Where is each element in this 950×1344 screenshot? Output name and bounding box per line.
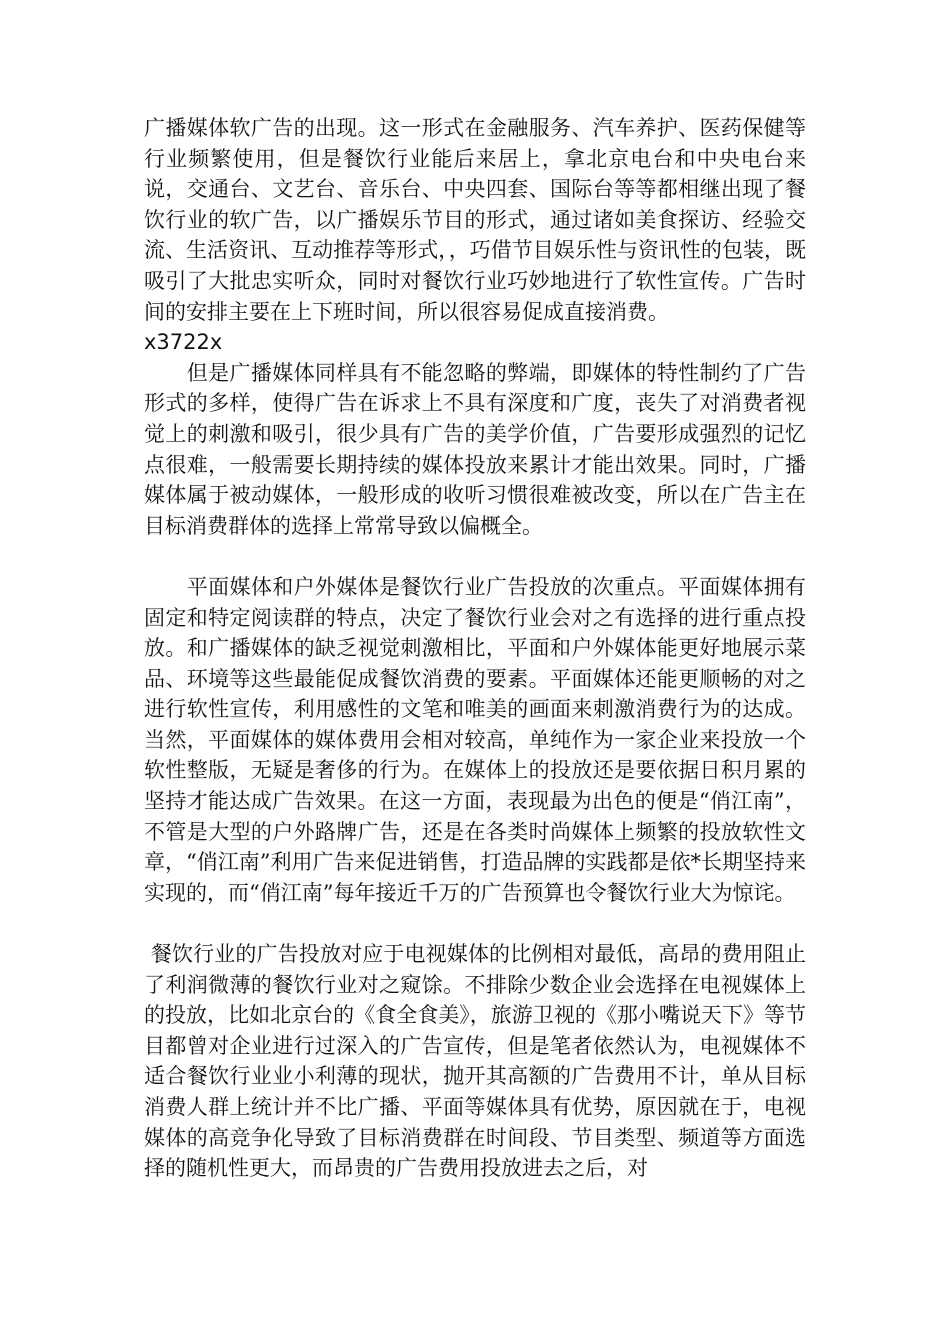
document-page <box>144 113 806 1184</box>
paragraph-tv-media: 餐饮行业的广告投放对应于电视媒体的比例相对最低，高昂的费用阻止了利润微薄的餐饮行业对之窥馀。不排除少数企业会选择在电视媒体上的投放，比如北京台的《食全食美》，旅游卫视的《那小嘴说天下》等节目都曾对企业进行过深入的广告宣传，但是笔者依然认为，电视媒体不适合餐饮行业业小利薄的现状，抛开其高额的广告费用不计，单从目标消费人群上统计并不比广播、平面等媒体具有优势，原因就在于，电视媒体的高竞争化导致了目标消费群在时间段、节目类型、频道等方面选择的随机性更大，而昂贵的广告费用投放进去之后，对 <box>144 942 806 1181</box>
paragraph-spacer <box>144 541 806 572</box>
paragraph-radio-drawbacks: 但是广播媒体同样具有不能忽略的弊端，即媒体的特性制约了广告形式的多样，使得广告在诉求上不具有深度和广度，丧失了对消费者视觉上的刺激和吸引，很少具有广告的美学价值，广告要形成强烈的记忆点很难，一般需要长期持续的媒体投放来累计才能出效果。同时，广播媒体属于被动媒体，一般形成的收听习惯很难被改变，所以在广告主在目标消费群体的选择上常常导致以偏概全。 <box>144 360 806 538</box>
paragraph-radio-soft-ads: 广播媒体软广告的出现。这一形式在金融服务、汽车养护、医药保健等行业频繁使用，但是餐饮行业能后来居上，拿北京电台和中央电台来说，交通台、文艺台、音乐台、中央四套、国际台等等都相继出现了餐饮行业的软广告，以广播娱乐节目的形式，通过诸如美食探访、经验交流、生活资讯、互动推荐等形式，，巧借节目娱乐性与资讯性的包装，既吸引了大批忠实听众，同时对餐饮行业巧妙地进行了软性宣传。广告时间的安排主要在上下班时间，所以很容易促成直接消费。 <box>144 116 806 324</box>
paragraph-spacer <box>144 908 806 939</box>
paragraph-print-outdoor-media: 平面媒体和户外媒体是餐饮行业广告投放的次重点。平面媒体拥有固定和特定阅读群的特点，决定了餐饮行业会对之有选择的进行重点投放。和广播媒体的缺乏视觉刺激相比，平面和户外媒体能更好地展示菜品、环境等这些最能促成餐饮消费的要素。平面媒体还能更顺畅的对之进行软性宣传，利用感性的文笔和唯美的画面来刺激消费行为的达成。当然，平面媒体的媒体费用会相对较高，单纯作为一家企业来投放一个软性整版，无疑是奢侈的行为。在媒体上的投放还是要依据日积月累的坚持才能达成广告效果。在这一方面，表现最为出色的便是“俏江南”，不管是大型的户外路牌广告，还是在各类时尚媒体上频繁的投放软性文章，“俏江南”利用广告来促进销售，打造品牌的实践都是依*长期坚持来实现的，而“俏江南”每年接近千万的广告预算也令餐饮行业大为惊诧。 <box>144 574 806 905</box>
inline-code-marker: x3722x <box>144 330 223 355</box>
